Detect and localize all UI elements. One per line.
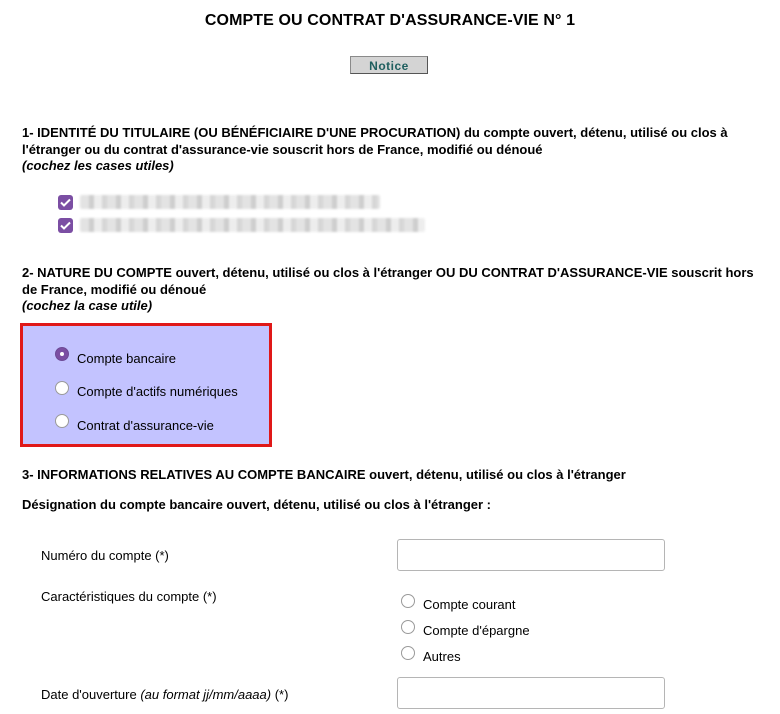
- notice-button[interactable]: Notice: [350, 56, 428, 74]
- redacted-holder-name-1: [80, 195, 380, 209]
- section2-heading-text: 2- NATURE DU COMPTE ouvert, détenu, utilisé ou clos à l'étranger OU DU CONTRAT D'ASSURANCE-VIE souscrit hors de France, modifié ou dénoué: [22, 265, 754, 297]
- page-title: COMPTE OU CONTRAT D'ASSURANCE-VIE N° 1: [204, 12, 576, 29]
- radio-compte-courant[interactable]: [401, 594, 415, 608]
- opening-date-label: [41, 687, 288, 702]
- opening-date-input[interactable]: [397, 677, 665, 709]
- section2-heading: [22, 265, 762, 315]
- section3-heading-rest: ouvert, détenu, utilisé ou clos à l'étranger: [365, 467, 626, 482]
- radio-label-compte-actifs-numeriques[interactable]: Compte d'actifs numériques: [77, 384, 238, 399]
- section2-hint: (cochez la case utile): [22, 298, 153, 313]
- checkmark-icon: [60, 221, 71, 230]
- radio-label-compte-bancaire[interactable]: Compte bancaire: [77, 351, 176, 366]
- radio-label-compte-epargne[interactable]: Compte d'épargne: [423, 623, 530, 638]
- radio-compte-actifs-numeriques[interactable]: [55, 381, 69, 395]
- section1-hint: (cochez les cases utiles): [22, 158, 174, 173]
- radio-label-autres[interactable]: Autres: [423, 649, 461, 664]
- account-number-input[interactable]: [397, 539, 665, 571]
- checkmark-icon: [60, 198, 71, 207]
- characteristics-label: Caractéristiques du compte (*): [41, 589, 217, 604]
- redacted-holder-name-2: [80, 218, 425, 232]
- radio-autres[interactable]: [401, 646, 415, 660]
- section3-heading-bold: 3- INFORMATIONS RELATIVES AU COMPTE BANCAIRE: [22, 467, 366, 482]
- section3-heading: [22, 467, 762, 484]
- opening-date-label-text: Date d'ouverture: [41, 687, 141, 702]
- opening-date-required: (*): [271, 687, 289, 702]
- section1-heading: [22, 125, 762, 175]
- designation-heading: Désignation du compte bancaire ouvert, détenu, utilisé ou clos à l'étranger :: [22, 497, 492, 512]
- radio-compte-bancaire[interactable]: [55, 347, 69, 361]
- holder-checkbox-1[interactable]: [58, 195, 73, 210]
- radio-label-contrat-assurance-vie[interactable]: Contrat d'assurance-vie: [77, 418, 214, 433]
- account-number-label: Numéro du compte (*): [41, 548, 169, 563]
- radio-label-compte-courant[interactable]: Compte courant: [423, 597, 516, 612]
- radio-contrat-assurance-vie[interactable]: [55, 414, 69, 428]
- radio-compte-epargne[interactable]: [401, 620, 415, 634]
- section1-heading-text: 1- IDENTITÉ DU TITULAIRE (OU BÉNÉFICIAIRE D'UNE PROCURATION) du compte ouvert, détenu, utilisé ou clos à l'étranger ou du contrat d'assurance-vie souscrit hors de France, modifié ou dénoué: [22, 125, 728, 157]
- holder-checkbox-2[interactable]: [58, 218, 73, 233]
- opening-date-format-hint: (au format jj/mm/aaaa): [140, 687, 272, 702]
